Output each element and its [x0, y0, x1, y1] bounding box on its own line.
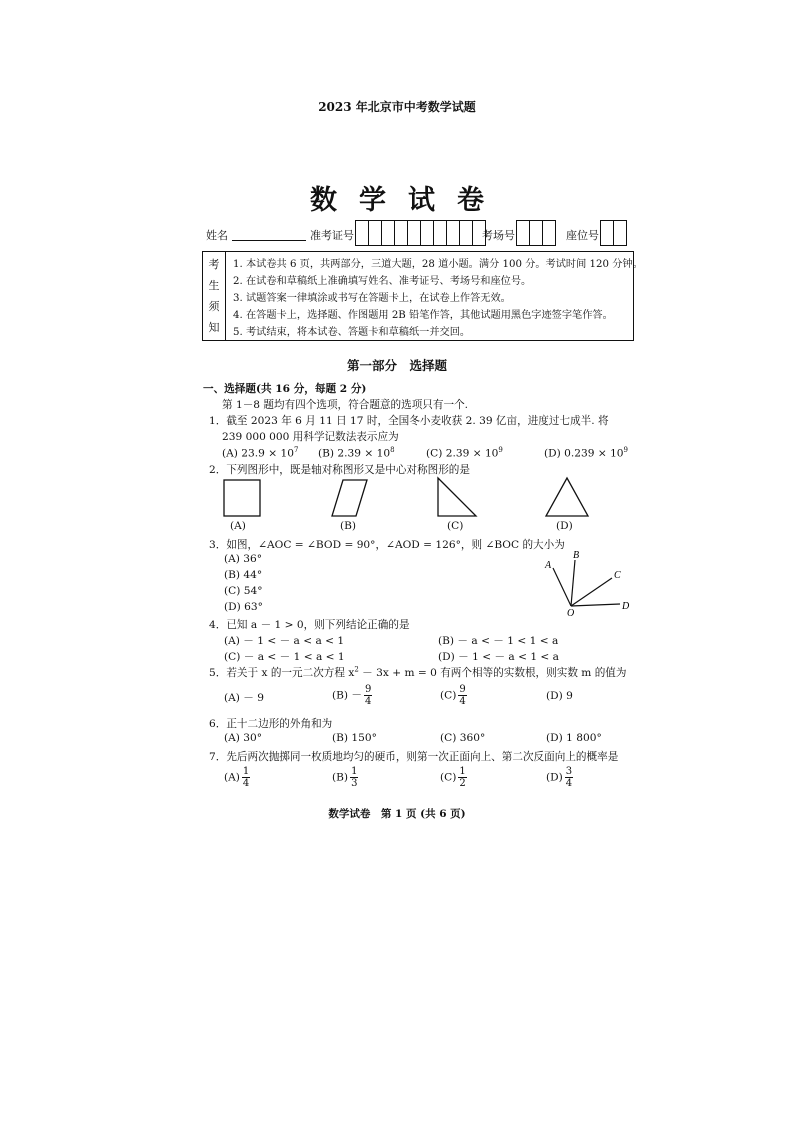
q3-angle-figure [538, 548, 638, 618]
q7-option-a[interactable]: (A) $\frac{1}{4}$ [224, 766, 250, 789]
q6-option-c[interactable]: (C) 360° [440, 732, 486, 744]
q1-option-c[interactable]: (C) $2.39 \times 10^9$ [426, 446, 503, 460]
parallelogram-shape [332, 480, 367, 516]
page-title: 数学试卷 [310, 185, 506, 216]
square-shape [224, 480, 260, 516]
q2-figures [220, 476, 620, 524]
point-c-label: C [614, 570, 621, 581]
room-boxes[interactable] [516, 220, 556, 246]
notice-side-char: 须 [208, 300, 220, 313]
right-triangle-shape [438, 478, 476, 516]
q4-option-c[interactable]: (C) － a < － 1 < a < 1 [224, 651, 345, 663]
q6-option-d[interactable]: (D) 1 800° [546, 732, 602, 744]
header-title: 2023 年北京市中考数学试题 [318, 100, 476, 114]
q1-stem: 1．截至 2023 年 6 月 11 日 17 时，全国冬小麦收获 2. 39 亿亩，进度过七成半. 将 [209, 415, 609, 427]
q4-option-d[interactable]: (D) － 1 < － a < 1 < a [438, 651, 559, 663]
q6-stem: 6．正十二边形的外角和为 [209, 718, 333, 730]
point-o-label: O [567, 608, 575, 618]
room-label: 考场号 [482, 229, 515, 242]
q3-option-d[interactable]: (D) 63° [224, 601, 263, 613]
q7-option-c[interactable]: (C) $\frac{1}{2}$ [440, 766, 466, 789]
notice-line: 4. 在答题卡上，选择题、作图题用 2B 铅笔作答，其他试题用黑色字迹签字笔作答。 [233, 310, 613, 321]
notice-line: 3. 试题答案一律填涂或书写在答题卡上，在试卷上作答无效。 [233, 293, 511, 304]
name-label: 姓名 [206, 229, 228, 242]
q6-option-b[interactable]: (B) 150° [332, 732, 377, 744]
q3-option-a[interactable]: (A) 36° [224, 553, 263, 565]
q2-stem: 2．下列图形中，既是轴对称图形又是中心对称图形的是 [209, 464, 470, 476]
q1-option-a[interactable]: (A) $23.9 \times 10^7$ [222, 446, 299, 460]
q1-stem-2: 239 000 000 用科学记数法表示应为 [222, 431, 399, 443]
q5-option-d[interactable]: (D) 9 [546, 690, 573, 702]
q5-stem: 5．若关于 x 的一元二次方程 $x^2 - 3x + m = 0$ 有两个相等的实数根，则实数 m 的值为 [209, 665, 627, 679]
notice-side-char: 考 [208, 258, 220, 271]
q3-stem: 3．如图，∠AOC = ∠BOD = 90°，∠AOD = 126°，则 ∠BOC 的大小为 [209, 539, 565, 551]
page-footer: 数学试卷 第 1 页 (共 6 页) [328, 808, 466, 820]
name-field[interactable] [232, 240, 306, 241]
part-title: 第一部分 选择题 [346, 358, 447, 373]
q1-option-b[interactable]: (B) $2.39 \times 10^8$ [318, 446, 395, 460]
exam-id-boxes[interactable] [355, 220, 486, 246]
notice-side-char: 生 [208, 279, 220, 292]
q4-option-a[interactable]: (A) － 1 < － a < a < 1 [224, 635, 345, 647]
notice-line: 1. 本试卷共 6 页，共两部分，三道大题，28 道小题。满分 100 分。考试时间 120 分钟。 [233, 259, 643, 270]
notice-line: 5. 考试结束，将本试卷、答题卡和草稿纸一并交回。 [233, 327, 471, 338]
seat-label: 座位号 [566, 229, 599, 242]
q4-option-b[interactable]: (B) － a < － 1 < 1 < a [438, 635, 559, 647]
q3-option-c[interactable]: (C) 54° [224, 585, 263, 597]
q2-option-b[interactable]: (B) [340, 520, 357, 532]
notice-side-label [203, 252, 226, 340]
q5-option-a[interactable]: (A) － 9 [224, 692, 264, 704]
q7-option-d[interactable]: (D) $\frac{3}{4}$ [546, 766, 573, 789]
q7-stem: 7．先后两次抛掷同一枚质地均匀的硬币，则第一次正面向上、第二次反面向上的概率是 [209, 751, 619, 763]
q7-option-b[interactable]: (B) $\frac{1}{3}$ [332, 766, 358, 789]
point-d-label: D [622, 601, 630, 612]
q3-option-b[interactable]: (B) 44° [224, 569, 263, 581]
q5-option-b[interactable]: (B) － $\frac{9}{4}$ [332, 684, 372, 707]
seat-boxes[interactable] [600, 220, 627, 246]
point-b-label: B [573, 550, 580, 561]
q2-option-c[interactable]: (C) [447, 520, 464, 532]
q2-option-d[interactable]: (D) [556, 520, 573, 532]
equilateral-triangle-shape [546, 478, 588, 516]
q5-option-c[interactable]: (C) $\frac{9}{4}$ [440, 684, 466, 707]
q6-option-a[interactable]: (A) 30° [224, 732, 263, 744]
q2-option-a[interactable]: (A) [230, 520, 246, 532]
q1-option-d[interactable]: (D) $0.239 \times 10^9$ [544, 446, 629, 460]
notice-side-char: 知 [208, 321, 220, 334]
section-intro: 第 1－8 题均有四个选项，符合题意的选项只有一个. [222, 399, 469, 411]
q4-stem: 4．已知 a － 1 > 0，则下列结论正确的是 [209, 619, 410, 631]
point-a-label: A [545, 560, 552, 571]
section-title: 一、选择题(共 16 分，每题 2 分) [203, 383, 367, 395]
notice-box [202, 251, 643, 341]
exam-id-label: 准考证号 [310, 229, 354, 242]
notice-line: 2. 在试卷和草稿纸上准确填写姓名、准考证号、考场号和座位号。 [233, 276, 532, 287]
